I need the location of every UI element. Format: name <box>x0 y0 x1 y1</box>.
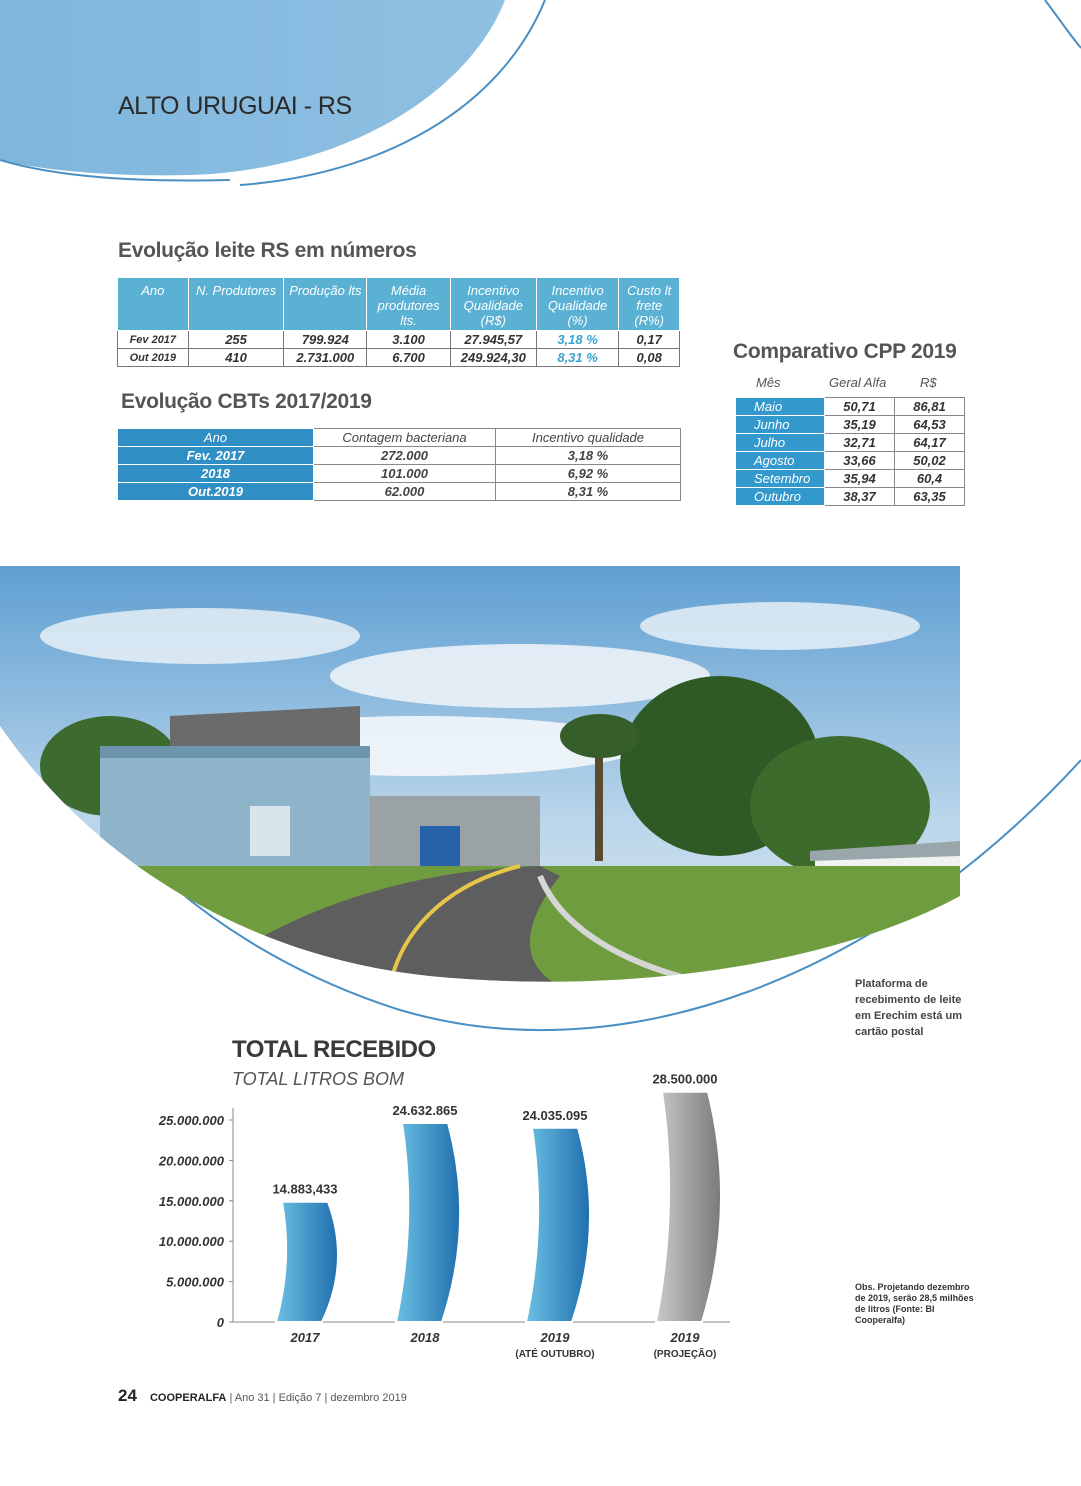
table-cell: 2.731.000 <box>284 349 367 367</box>
table-row <box>118 349 680 367</box>
y-tick-label: 15.000.000 <box>158 1193 224 1209</box>
col-header: Contagem bacteriana <box>314 429 496 447</box>
table1-title: Evolução leite RS em números <box>118 239 417 262</box>
bar-2017 <box>276 1202 338 1322</box>
col-header: N. Produtores <box>188 278 284 331</box>
table-cell: 3,18 % <box>536 331 619 349</box>
header-band <box>0 0 505 175</box>
col-header: Mês <box>756 375 781 390</box>
col-header: Ano <box>118 278 189 331</box>
x-tick-note: (ATÉ OUTUBRO) <box>515 1349 595 1360</box>
table-cell: Agosto <box>736 452 825 470</box>
data-label: 24.035.095 <box>522 1107 588 1123</box>
x-tick-note: (PROJEÇÃO) <box>653 1349 717 1360</box>
table-cell: 86,81 <box>895 398 965 416</box>
table-row <box>736 488 965 506</box>
col-header: Custo lt frete (R%) <box>619 278 680 331</box>
table-cell: 8,31 % <box>536 349 619 367</box>
table-cell: 799.924 <box>284 331 367 349</box>
table-cell: 272.000 <box>314 447 496 465</box>
page-footer <box>118 1386 407 1406</box>
x-tick-label: 2018 <box>410 1330 440 1345</box>
table-row <box>736 452 965 470</box>
x-tick-label: 2019 <box>670 1330 700 1345</box>
table-cell: 63,35 <box>895 488 965 506</box>
table-header-row <box>118 278 680 331</box>
page-number: 24 <box>118 1386 137 1405</box>
table-cell: 64,53 <box>895 416 965 434</box>
col-header: Produção lts <box>284 278 367 331</box>
table-row <box>736 470 965 488</box>
table-cell: Junho <box>736 416 825 434</box>
table-cell: 255 <box>188 331 284 349</box>
table-row <box>118 447 681 465</box>
table-cell: 60,4 <box>895 470 965 488</box>
table-cell: Setembro <box>736 470 825 488</box>
table-cell: 249.924,30 <box>450 349 536 367</box>
y-tick-label: 20.000.000 <box>158 1153 224 1169</box>
col-header: Incentivo Qualidade (R$) <box>450 278 536 331</box>
table-cell: 6.700 <box>367 349 451 367</box>
table-cbts <box>117 428 681 501</box>
table-cell: 38,37 <box>825 488 895 506</box>
table-cell: 50,02 <box>895 452 965 470</box>
table2-title: Evolução CBTs 2017/2019 <box>121 390 372 413</box>
dairy-plant-photo <box>0 566 960 986</box>
table3-title: Comparativo CPP 2019 <box>733 340 957 363</box>
table-cell: Maio <box>736 398 825 416</box>
col-header: Incentivo qualidade <box>496 429 681 447</box>
table-cell: 32,71 <box>825 434 895 452</box>
table-cell: 2018 <box>118 465 314 483</box>
table-row <box>736 434 965 452</box>
table-cell: 33,66 <box>825 452 895 470</box>
corner-arc <box>1045 0 1081 48</box>
section-title: ALTO URUGUAI - RS <box>118 92 352 120</box>
table-row <box>736 398 965 416</box>
table-cell: 50,71 <box>825 398 895 416</box>
table-row <box>736 416 965 434</box>
table-cell: 8,31 % <box>496 483 681 501</box>
y-tick-label: 10.000.000 <box>158 1234 224 1250</box>
col-header: R$ <box>920 375 937 390</box>
total-recebido-chart <box>120 1070 740 1370</box>
col-header: Ano <box>118 429 314 447</box>
table-cell: 101.000 <box>314 465 496 483</box>
y-tick-label: 25.000.000 <box>158 1113 224 1128</box>
table-row <box>118 465 681 483</box>
y-tick-label: 0 <box>216 1315 224 1330</box>
data-label: 28.500.000 <box>652 1071 718 1087</box>
x-tick-label: 2017 <box>290 1330 320 1345</box>
col-header: Incentivo Qualidade (%) <box>536 278 619 331</box>
chart-subtitle: TOTAL LITROS BOM <box>232 1069 405 1089</box>
table-cpp <box>735 397 965 506</box>
table-header-row <box>118 429 681 447</box>
table-cell: 3,18 % <box>496 447 681 465</box>
table-cell: 62.000 <box>314 483 496 501</box>
col-header: Média produtores lts. <box>367 278 451 331</box>
data-label: 24.632.865 <box>392 1102 458 1118</box>
table-cell: 27.945,57 <box>450 331 536 349</box>
table-cell: 410 <box>188 349 284 367</box>
col-header: Geral Alfa <box>829 375 887 390</box>
bar-2018 <box>396 1123 460 1322</box>
footer-brand: COOPERALFA <box>149 1392 227 1404</box>
chart-note: Obs. Projetando dezembro de 2019, serão 28,5 milhões de litros (Fonte: BI Cooperalfa) <box>855 1282 974 1325</box>
table-cell: 35,19 <box>825 416 895 434</box>
table-cell: Fev. 2017 <box>118 447 314 465</box>
table-cell: 64,17 <box>895 434 965 452</box>
table-cell: Outubro <box>736 488 825 506</box>
table-cell: 0,17 <box>619 331 680 349</box>
x-tick-label: 2019 <box>540 1330 570 1345</box>
chart-title: TOTAL RECEBIDO <box>232 1036 436 1063</box>
photo-caption: Plataforma de recebimento de leite em Erechim está um cartão postal <box>855 978 962 1038</box>
table-cell: Out.2019 <box>118 483 314 501</box>
table-cell: 6,92 % <box>496 465 681 483</box>
bar-2019 <box>656 1092 721 1322</box>
table-cell: Out 2019 <box>118 349 189 367</box>
table-cell: 3.100 <box>367 331 451 349</box>
table-cell: Julho <box>736 434 825 452</box>
footer-issue: | Ano 31 | Edição 7 | dezembro 2019 <box>229 1392 407 1404</box>
y-tick-label: 5.000.000 <box>166 1274 224 1290</box>
data-label: 14.883,433 <box>272 1181 338 1197</box>
table-cell: Fev 2017 <box>118 331 189 349</box>
table-cell: 0,08 <box>619 349 680 367</box>
table-row <box>118 331 680 349</box>
table-cell: 35,94 <box>825 470 895 488</box>
bar-2019 <box>526 1128 590 1322</box>
table-leite-rs <box>117 277 680 367</box>
table-row <box>118 483 681 501</box>
